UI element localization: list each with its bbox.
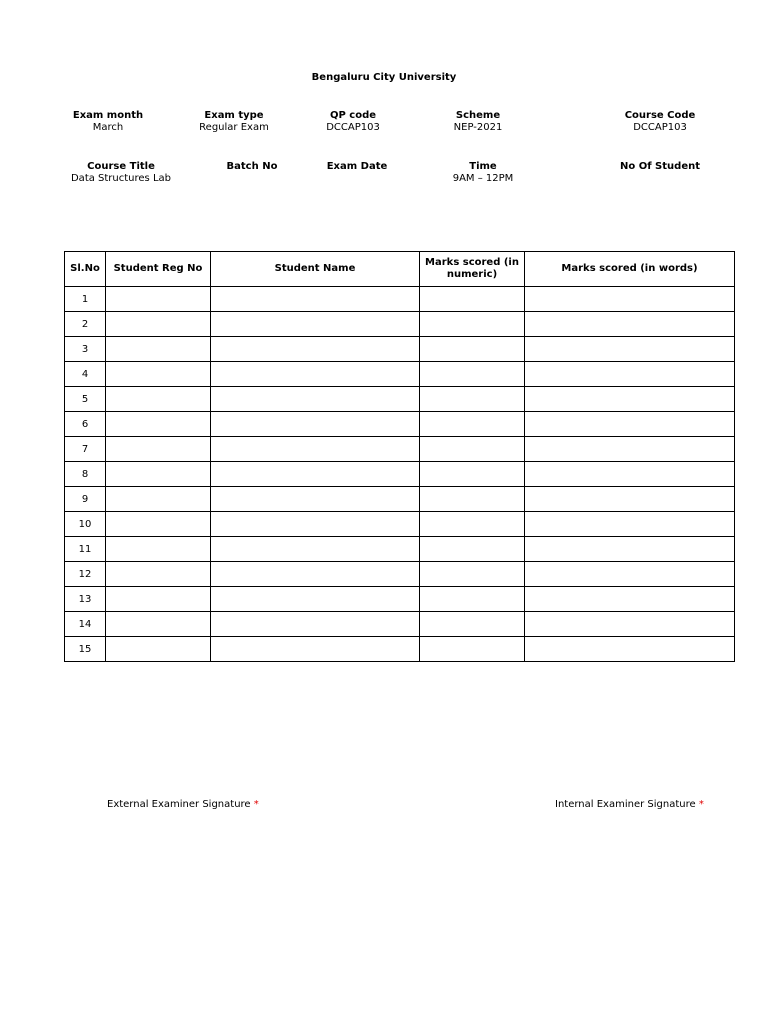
- cell-marks-words[interactable]: [525, 412, 735, 437]
- cell-marks-words[interactable]: [525, 437, 735, 462]
- cell-marks-numeric[interactable]: [420, 312, 525, 337]
- cell-marks-numeric[interactable]: [420, 437, 525, 462]
- cell-student-name[interactable]: [211, 412, 420, 437]
- cell-student-reg-no[interactable]: [106, 512, 211, 537]
- required-asterisk: *: [253, 799, 259, 810]
- cell-marks-words[interactable]: [525, 362, 735, 387]
- field-label: Batch No: [226, 161, 278, 172]
- cell-student-reg-no[interactable]: [106, 562, 211, 587]
- cell-student-reg-no[interactable]: [106, 362, 211, 387]
- cell-marks-numeric[interactable]: [420, 512, 525, 537]
- table-row: [65, 437, 735, 462]
- cell-student-name[interactable]: [211, 462, 420, 487]
- table-row: [65, 362, 735, 387]
- university-title: Bengaluru City University: [311, 72, 457, 83]
- cell-student-name[interactable]: [211, 387, 420, 412]
- field-value: 9AM – 12PM: [452, 173, 514, 184]
- field-scheme: [408, 110, 548, 134]
- field-label: Exam Date: [326, 161, 388, 172]
- cell-student-reg-no[interactable]: [106, 437, 211, 462]
- field-label: Time: [469, 161, 497, 172]
- field-value: DCCAP103: [633, 122, 687, 133]
- cell-marks-words[interactable]: [525, 312, 735, 337]
- table-row: [65, 487, 735, 512]
- cell-sl-no: 9: [65, 487, 106, 512]
- cell-sl-no: 3: [65, 337, 106, 362]
- table-header-row: [65, 252, 735, 287]
- cell-sl-no: 15: [65, 637, 106, 662]
- field-course-title: [51, 161, 191, 185]
- cell-marks-numeric[interactable]: [420, 587, 525, 612]
- cell-student-name[interactable]: [211, 537, 420, 562]
- field-label: Course Title: [87, 161, 155, 172]
- cell-student-reg-no[interactable]: [106, 587, 211, 612]
- cell-student-reg-no[interactable]: [106, 312, 211, 337]
- field-label: Course Code: [624, 110, 696, 121]
- field-course-code: [590, 110, 730, 134]
- cell-marks-numeric[interactable]: [420, 362, 525, 387]
- cell-marks-words[interactable]: [525, 612, 735, 637]
- cell-sl-no: 2: [65, 312, 106, 337]
- field-label: Exam type: [204, 110, 264, 121]
- cell-marks-numeric[interactable]: [420, 462, 525, 487]
- cell-marks-numeric[interactable]: [420, 287, 525, 312]
- field-value: NEP-2021: [453, 122, 503, 133]
- cell-marks-words[interactable]: [525, 587, 735, 612]
- cell-sl-no: 7: [65, 437, 106, 462]
- field-value: March: [92, 122, 124, 133]
- cell-student-name[interactable]: [211, 637, 420, 662]
- cell-sl-no: 8: [65, 462, 106, 487]
- cell-sl-no: 4: [65, 362, 106, 387]
- field-label: Exam month: [72, 110, 144, 121]
- cell-sl-no: 11: [65, 537, 106, 562]
- cell-student-name[interactable]: [211, 487, 420, 512]
- cell-marks-words[interactable]: [525, 537, 735, 562]
- header-student-name: Student Name: [211, 252, 420, 287]
- table-row: [65, 312, 735, 337]
- cell-student-name[interactable]: [211, 587, 420, 612]
- cell-student-name[interactable]: [211, 312, 420, 337]
- cell-sl-no: 14: [65, 612, 106, 637]
- field-value: Data Structures Lab: [70, 173, 171, 184]
- table-row: [65, 637, 735, 662]
- field-no-of-student: [590, 161, 730, 173]
- table-row: [65, 387, 735, 412]
- marks-table: [64, 251, 735, 662]
- internal-signature-label: Internal Examiner Signature: [555, 799, 696, 810]
- cell-student-reg-no[interactable]: [106, 537, 211, 562]
- field-value: DCCAP103: [326, 122, 380, 133]
- marks-table-body: [65, 287, 735, 662]
- field-value: Regular Exam: [199, 122, 269, 133]
- field-label: Scheme: [455, 110, 501, 121]
- cell-marks-words[interactable]: [525, 337, 735, 362]
- internal-signature: [555, 799, 704, 810]
- header-marks-words: Marks scored (in words): [525, 252, 735, 287]
- cell-student-name[interactable]: [211, 362, 420, 387]
- cell-marks-words[interactable]: [525, 562, 735, 587]
- cell-student-reg-no[interactable]: [106, 412, 211, 437]
- field-label: No Of Student: [620, 161, 700, 172]
- table-row: [65, 337, 735, 362]
- cell-marks-numeric[interactable]: [420, 537, 525, 562]
- cell-sl-no: 12: [65, 562, 106, 587]
- cell-student-name[interactable]: [211, 612, 420, 637]
- cell-sl-no: 5: [65, 387, 106, 412]
- cell-sl-no: 1: [65, 287, 106, 312]
- header-marks-numeric: Marks scored (in numeric): [420, 252, 525, 287]
- cell-sl-no: 6: [65, 412, 106, 437]
- header-student-reg-no: Student Reg No: [106, 252, 211, 287]
- field-exam-date: [287, 161, 427, 173]
- cell-marks-numeric[interactable]: [420, 562, 525, 587]
- table-row: [65, 287, 735, 312]
- cell-student-reg-no[interactable]: [106, 287, 211, 312]
- cell-student-reg-no[interactable]: [106, 387, 211, 412]
- cell-sl-no: 10: [65, 512, 106, 537]
- cell-student-name[interactable]: [211, 437, 420, 462]
- required-asterisk: *: [698, 799, 704, 810]
- cell-student-reg-no[interactable]: [106, 487, 211, 512]
- cell-marks-words[interactable]: [525, 387, 735, 412]
- cell-student-reg-no[interactable]: [106, 637, 211, 662]
- external-signature-label: External Examiner Signature: [107, 799, 251, 810]
- cell-student-reg-no[interactable]: [106, 337, 211, 362]
- cell-marks-numeric[interactable]: [420, 487, 525, 512]
- cell-marks-numeric[interactable]: [420, 387, 525, 412]
- header-sl-no: Sl.No: [65, 252, 106, 287]
- cell-marks-numeric[interactable]: [420, 412, 525, 437]
- field-label: QP code: [329, 110, 377, 121]
- table-row: [65, 537, 735, 562]
- cell-marks-words[interactable]: [525, 487, 735, 512]
- cell-marks-numeric[interactable]: [420, 612, 525, 637]
- cell-marks-words[interactable]: [525, 287, 735, 312]
- cell-marks-words[interactable]: [525, 462, 735, 487]
- table-row: [65, 612, 735, 637]
- cell-student-name[interactable]: [211, 562, 420, 587]
- external-signature: [107, 799, 259, 810]
- cell-student-name[interactable]: [211, 512, 420, 537]
- cell-marks-words[interactable]: [525, 637, 735, 662]
- cell-student-name[interactable]: [211, 287, 420, 312]
- table-row: [65, 512, 735, 537]
- field-time: [413, 161, 553, 185]
- table-row: [65, 587, 735, 612]
- cell-marks-numeric[interactable]: [420, 337, 525, 362]
- cell-student-reg-no[interactable]: [106, 462, 211, 487]
- field-exam-month: [38, 110, 178, 134]
- table-row: [65, 562, 735, 587]
- cell-marks-numeric[interactable]: [420, 637, 525, 662]
- cell-student-name[interactable]: [211, 337, 420, 362]
- table-row: [65, 462, 735, 487]
- field-qp-code: [283, 110, 423, 134]
- table-row: [65, 412, 735, 437]
- cell-sl-no: 13: [65, 587, 106, 612]
- cell-student-reg-no[interactable]: [106, 612, 211, 637]
- cell-marks-words[interactable]: [525, 512, 735, 537]
